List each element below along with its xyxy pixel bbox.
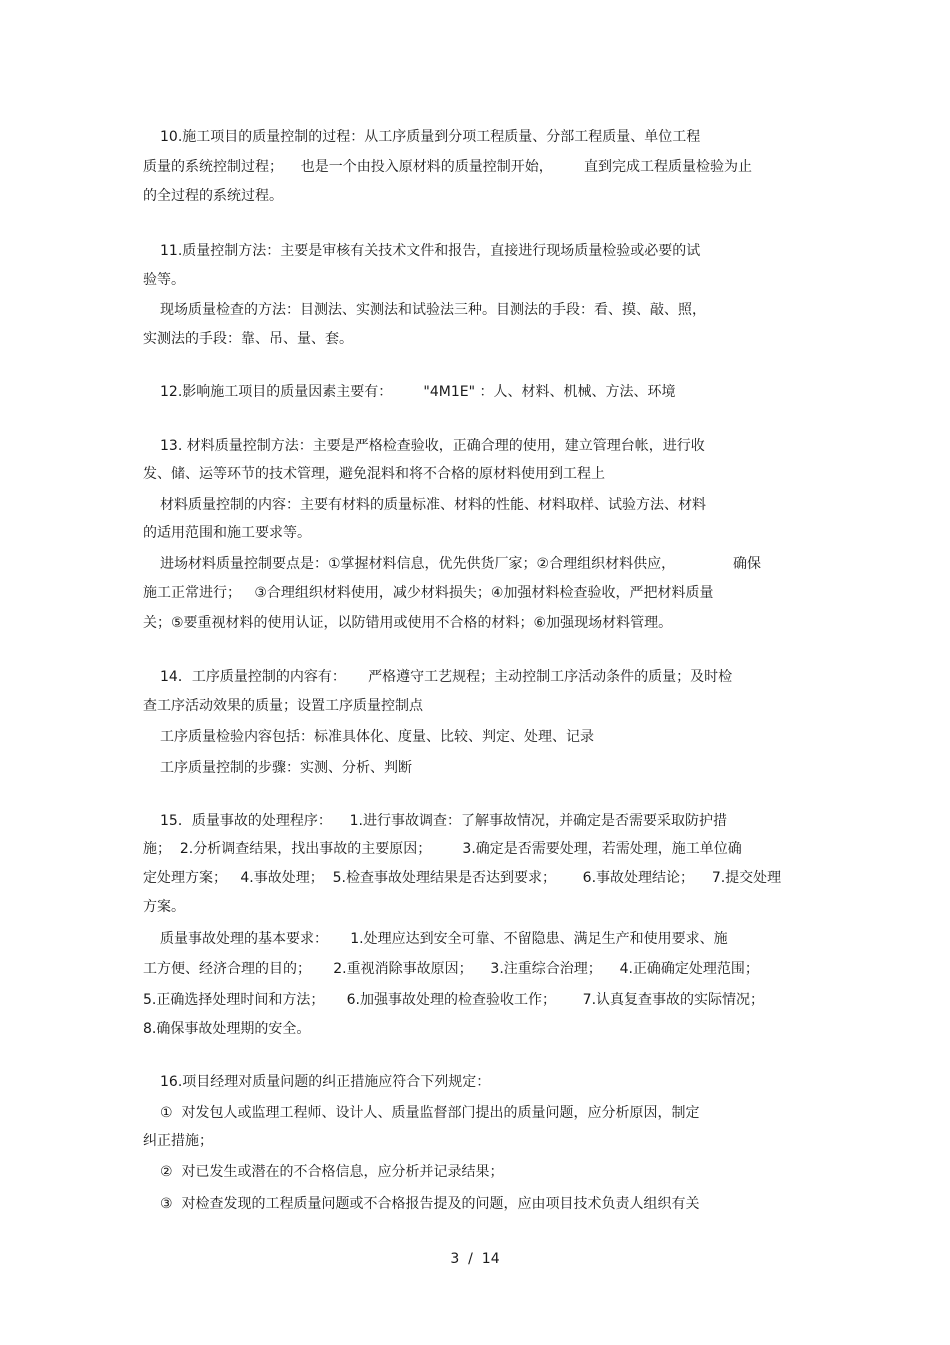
text-line: ② 对已发生或潜在的不合格信息，应分析并记录结果； [160, 1164, 504, 1180]
text-line: 质量事故处理的基本要求： 1.处理应达到安全可靠、不留隐患、满足生产和使用要求、施 [160, 931, 728, 947]
text-line: 8.确保事故处理期的安全。 [143, 1021, 311, 1037]
text-line: 纠正措施； [143, 1133, 213, 1149]
text-line: 施； 2.分析调查结果，找出事故的主要原因； 3.确定是否需要处理，若需处理，施工单位确 [143, 841, 742, 857]
text-line: 现场质量检查的方法：目测法、实测法和试验法三种。目测法的手段：看、摸、敲、照， [160, 302, 706, 318]
text-line: 14．工序质量控制的内容有： 严格遵守工艺规程；主动控制工序活动条件的质量；及时检 [160, 669, 733, 685]
text-line: 工序质量控制的步骤：实测、分析、判断 [160, 760, 412, 776]
text-line: 的适用范围和施工要求等。 [143, 525, 311, 541]
text-line: ① 对发包人或监理工程师、设计人、质量监督部门提出的质量问题，应分析原因，制定 [160, 1105, 700, 1121]
text-line: 5.正确选择处理时间和方法； 6.加强事故处理的检查验收工作； 7.认真复查事故的实际情况； [143, 992, 765, 1008]
text-line: 11.质量控制方法：主要是审核有关技术文件和报告，直接进行现场质量检验或必要的试 [160, 243, 701, 259]
text-line: 工序质量检验内容包括：标准具体化、度量、比较、判定、处理、记录 [160, 729, 594, 745]
text-line: 的全过程的系统过程。 [143, 188, 283, 204]
text-line: 方案。 [143, 899, 185, 915]
text-line: 质量的系统控制过程； 也是一个由投入原材料的质量控制开始， 直到完成工程质量检验为止 [143, 159, 752, 175]
text-line: 查工序活动效果的质量；设置工序质量控制点 [143, 698, 423, 714]
text-line: 进场材料质量控制要点是：①掌握材料信息，优先供货厂家；②合理组织材料供应， 确保 [160, 556, 761, 572]
text-line: 施工正常进行； ③合理组织材料使用，减少材料损失；④加强材料检查验收，严把材料质量 [143, 585, 714, 601]
text-line: 关；⑤要重视材料的使用认证，以防错用或使用不合格的材料；⑥加强现场材料管理。 [143, 615, 673, 631]
page-number: 3 / 14 [450, 1251, 500, 1267]
text-line: ③ 对检查发现的工程质量问题或不合格报告提及的问题，应由项目技术负责人组织有关 [160, 1196, 700, 1212]
text-line: 发、储、运等环节的技术管理，避免混料和将不合格的原材料使用到工程上 [143, 466, 605, 482]
text-line: 10.施工项目的质量控制的过程：从工序质量到分项工程质量、分部工程质量、单位工程 [160, 129, 701, 145]
text-line: 工方便、经济合理的目的； 2.重视消除事故原因； 3.注重综合治理； 4.正确确定处理范围； [143, 961, 759, 977]
text-line: 12.影响施工项目的质量因素主要有： "4M1E" ：人、材料、机械、方法、环境 [160, 384, 676, 400]
text-line: 13. 材料质量控制方法：主要是严格检查验收，正确合理的使用，建立管理台帐，进行收 [160, 438, 705, 454]
text-line: 16.项目经理对质量问题的纠正措施应符合下列规定： [160, 1074, 491, 1090]
text-line: 15．质量事故的处理程序： 1.进行事故调查：了解事故情况，并确定是否需要采取防护措 [160, 813, 727, 829]
text-line: 实测法的手段：靠、吊、量、套。 [143, 331, 353, 347]
text-line: 验等。 [143, 272, 185, 288]
text-line: 定处理方案； 4.事故处理； 5.检查事故处理结果是否达到要求； 6.事故处理结论； 7.提交处理 [143, 870, 782, 886]
text-line: 材料质量控制的内容：主要有材料的质量标准、材料的性能、材料取样、试验方法、材料 [160, 497, 706, 513]
